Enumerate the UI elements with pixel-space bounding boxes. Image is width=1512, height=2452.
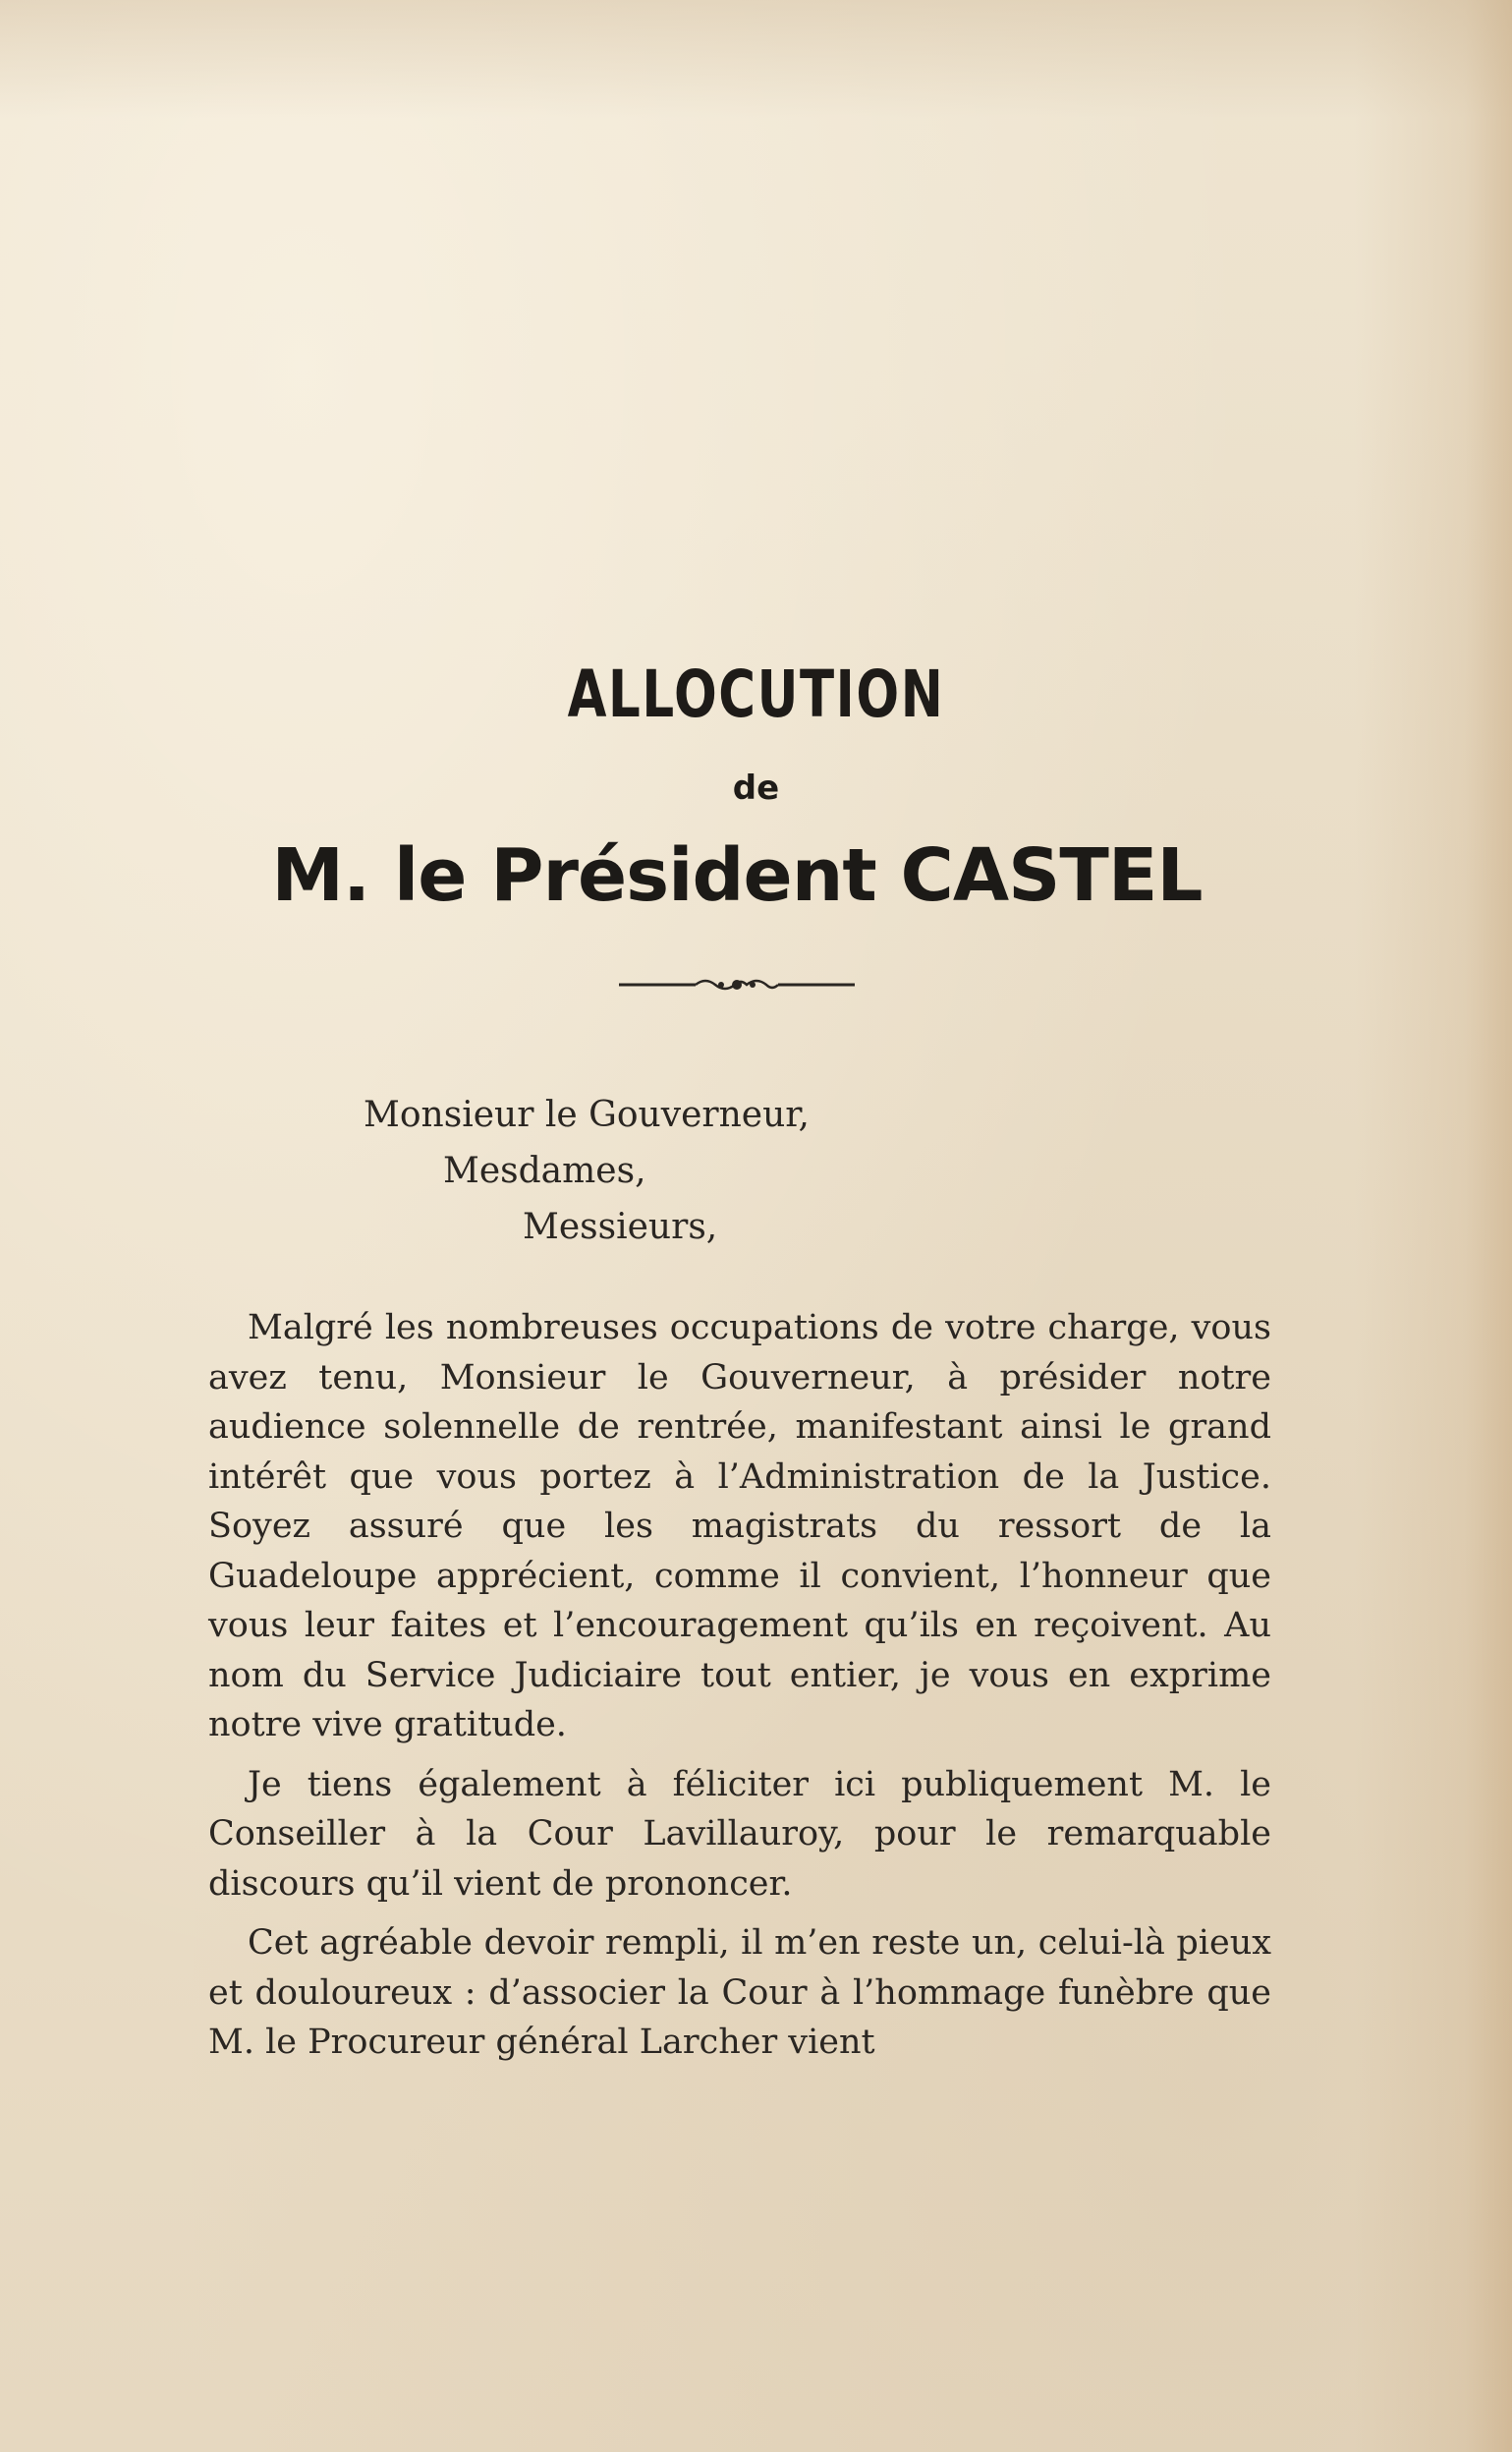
paragraph-1: Malgré les nombreuses occupations de votre charge, vous avez tenu, Monsieur le Gouverneur, à présider notre audience solennelle de rentrée, manifestant ainsi le grand intérêt que vous portez à l’Administration de la Justice. Soyez assuré que les magistrats du ressort de la Guadeloupe apprécient, comme il convient, l’honneur que vous leur faites et l’encouragement qu’ils en reçoivent. Au nom du Service Judiciaire tout entier, je vous en exprime notre vive gratitude. [208,1308,1271,1744]
paragraph-3: Cet agréable devoir rempli, il m’en reste un, celui-là pieux et douloureux : d’associer la Cour à l’hommage funèbre que M. le Procureur général Larcher vient [208,1923,1271,2062]
salutation-ladies: Mesdames, [443,1151,646,1191]
speech-body [208,1303,1271,2068]
ornament-divider-icon [619,973,855,997]
salutation-gentlemen: Messieurs, [523,1207,718,1247]
document-title: ALLOCUTION [567,656,945,732]
salutation-governor: Monsieur le Gouverneur, [364,1095,810,1135]
speaker-prefix: M. le Président [271,833,876,918]
speaker-name [265,833,1208,918]
speaker-surname: CASTEL [900,833,1203,918]
title-preposition: de [732,769,780,808]
paragraph-2: Je tiens également à féliciter ici publiquement M. le Conseiller à la Cour Lavillauroy, pour le remarquable discours qu’il vient de prononcer. [208,1764,1271,1904]
